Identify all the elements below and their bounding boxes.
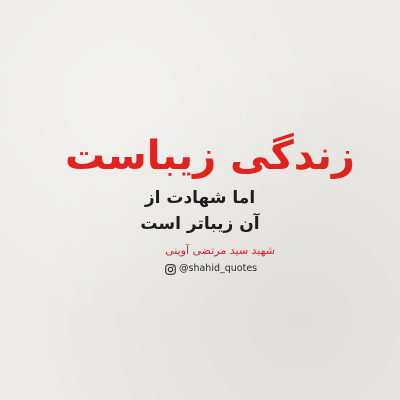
social-handle-row <box>165 262 257 276</box>
quote-line-1: اما شهادت از <box>144 188 256 208</box>
instagram-icon <box>165 264 176 275</box>
quote-line-2: آن زیباتر است <box>140 214 260 234</box>
quote-title: زندگی زیباست <box>65 133 355 179</box>
instagram-handle: @shahid_quotes <box>179 263 258 274</box>
quote-author: شهید سید مرتضی آوینی <box>165 244 275 257</box>
